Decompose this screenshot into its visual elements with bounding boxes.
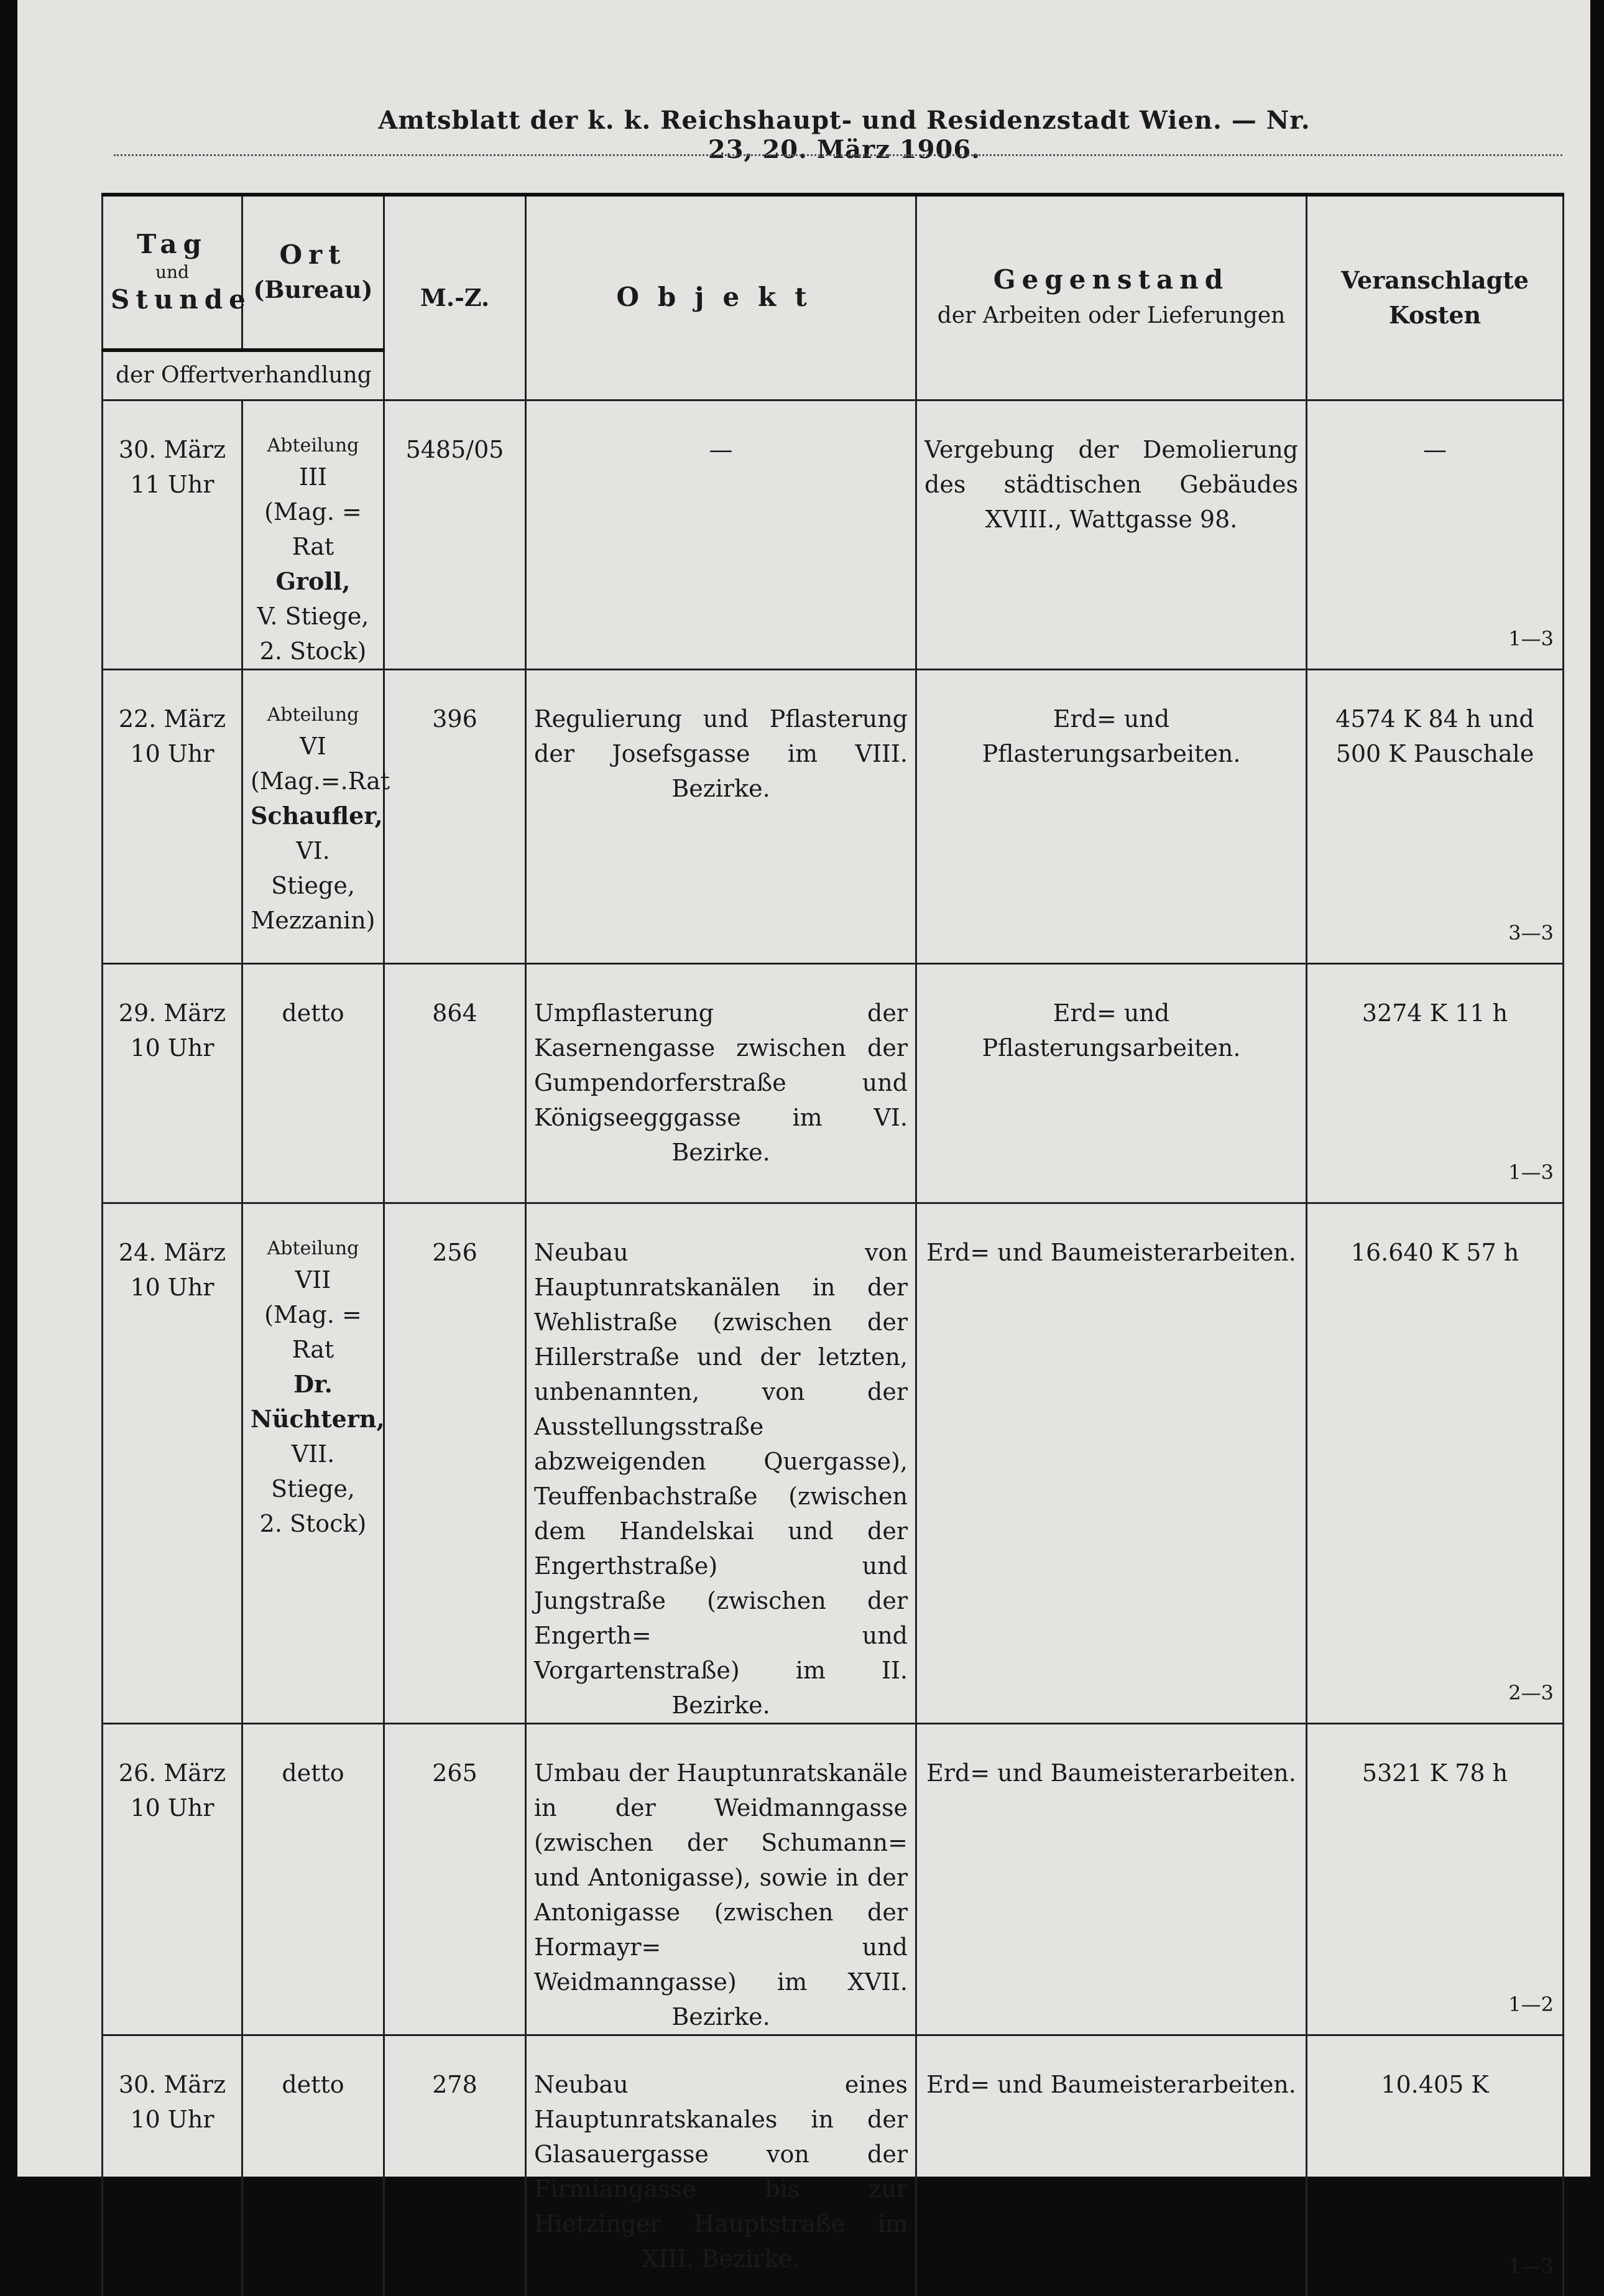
row-cost: 5321 K 78 h (1362, 1759, 1508, 1787)
page (17, 0, 1590, 2278)
row-date: 30. März (118, 2070, 226, 2098)
table-row (103, 2035, 1564, 2296)
cell-place (242, 1723, 384, 2035)
row-date: 26. März (118, 1759, 226, 1787)
col-object-header (526, 195, 916, 400)
place-line: VII (295, 1266, 331, 1294)
row-fraction: 1—3 (1508, 626, 1554, 650)
cell-date (103, 2035, 242, 2296)
cell-date (103, 963, 242, 1203)
col-cost-bottom: Kosten (1388, 300, 1482, 329)
col-date-top: Tag (137, 229, 208, 259)
cell-place (242, 400, 384, 669)
col-cost-top: Veranschlagte (1341, 266, 1529, 294)
col-place-bottom: (Bureau) (253, 275, 373, 303)
place-line: III (298, 463, 328, 491)
col-place-top: Ort (279, 239, 347, 270)
cell-number: 265 (384, 1723, 526, 2035)
place-line: Mezzanin) (251, 906, 376, 934)
row-fraction: 1—3 (1508, 1160, 1554, 1184)
cell-place (242, 1203, 384, 1723)
col-date-footer: der Offertverhandlung (103, 350, 384, 400)
col-date-und: und (155, 262, 189, 282)
cell-subject: Vergebung der Demolierung des städtischen Gebäudes XVIII., Wattgasse 98. (916, 400, 1307, 669)
cell-place (242, 963, 384, 1203)
col-subject-top: Gegenstand (993, 264, 1230, 295)
cell-number: 396 (384, 669, 526, 963)
cell-date (103, 1723, 242, 2035)
place-line: Dr. (293, 1369, 333, 1398)
cell-subject: Erd= und Baumeisterarbeiten. (916, 1723, 1307, 2035)
cell-object: — (526, 400, 916, 669)
table-header-row (103, 195, 1564, 350)
place-line: VI (300, 732, 326, 760)
cell-place (242, 2035, 384, 2296)
place-line: Nüchtern, (251, 1404, 385, 1433)
table-row (103, 400, 1564, 669)
cell-subject: Erd= und Pflasterungsarbeiten. (916, 669, 1307, 963)
row-date: 29. März (118, 999, 226, 1027)
place-line: (Mag. = Rat (264, 498, 362, 560)
col-number-header (384, 195, 526, 400)
cell-cost (1307, 400, 1564, 669)
cell-object: Neubau eines Hauptunratskanales in der Glasauergasse von der Firmiangasse bis zur Hietzinger Hauptstraße im XIII. Bezirke. (526, 2035, 916, 2296)
row-date: 22. März (118, 705, 226, 733)
place-line: VI. Stiege, (271, 836, 355, 899)
row-date: 24. März (118, 1238, 226, 1266)
cell-cost (1307, 1723, 1564, 2035)
cell-place (242, 669, 390, 963)
cell-number: 864 (384, 963, 526, 1203)
place-line: 2. Stock) (259, 637, 367, 665)
cell-subject: Erd= und Baumeisterarbeiten. (916, 2035, 1307, 2296)
cell-object: Regulierung und Pflasterung der Josefsgasse im VIII. Bezirke. (526, 669, 916, 963)
cell-date (103, 669, 242, 963)
col-place-header (242, 195, 384, 350)
table-row (103, 669, 1564, 963)
cell-date (103, 1203, 242, 1723)
col-date-bottom: Stunde (111, 284, 252, 315)
place-line: Abteilung (267, 1237, 359, 1259)
row-time: 10 Uhr (130, 1034, 214, 1062)
cell-number: 256 (384, 1203, 526, 1723)
row-time: 10 Uhr (130, 1794, 214, 1822)
cell-number: 278 (384, 2035, 526, 2296)
cell-cost (1307, 1203, 1564, 1723)
place-line: detto (282, 1759, 344, 1787)
row-time: 10 Uhr (130, 739, 214, 767)
place-line: detto (282, 2070, 344, 2098)
col-date-header (103, 195, 252, 350)
row-cost: 3274 K 11 h (1362, 999, 1508, 1027)
table-row (103, 963, 1564, 1203)
table-row (103, 1723, 1564, 2035)
place-line: Groll, (275, 567, 351, 595)
row-time: 10 Uhr (130, 2105, 214, 2133)
place-line: detto (282, 999, 344, 1027)
col-subject-header (916, 195, 1307, 400)
cell-object: Umbau der Hauptunratskanäle in der Weidmanngasse (zwischen der Schumann= und Antonigasse), sowie in der Antonigasse (zwischen der Hormayr= und Weidmanngasse) im XVII. Bezirke. (526, 1723, 916, 2035)
cell-date (103, 400, 242, 669)
row-time: 10 Uhr (130, 1273, 214, 1301)
table-row (103, 1203, 1564, 1723)
row-date: 30. März (118, 435, 226, 463)
row-fraction: 2—3 (1508, 1680, 1554, 1705)
row-cost: — (1423, 435, 1447, 463)
col-object-label: Objekt (616, 282, 826, 313)
cell-cost (1307, 2035, 1564, 2296)
place-line: VII. Stiege, (271, 1440, 355, 1502)
row-fraction: 3—3 (1508, 920, 1554, 945)
row-cost: 4574 K 84 h und 500 K Pauschale (1335, 705, 1534, 767)
cell-cost (1307, 963, 1564, 1203)
place-line: Schaufler, (251, 801, 383, 830)
row-cost: 16.640 K 57 h (1350, 1238, 1519, 1266)
row-time: 11 Uhr (130, 470, 214, 498)
cell-object: Neubau von Hauptunratskanälen in der Wehlistraße (zwischen der Hillerstraße und der letzten, unbenannten, von der Ausstellungsstraße abzweigenden Quergasse), Teuffenbachstraße (zwischen dem Handelskai und der Engerthstraße) und Jungstraße (zwischen der Engerth= und Vorgartenstraße) im II. Bezirke. (526, 1203, 916, 1723)
place-line: Abteilung (267, 434, 359, 456)
cell-subject: Erd= und Pflasterungsarbeiten. (916, 963, 1307, 1203)
row-fraction: 1—2 (1508, 1992, 1554, 2016)
place-line: V. Stiege, (257, 602, 369, 630)
place-line: 2. Stock) (259, 1509, 367, 1537)
row-cost: 10.405 K (1381, 2070, 1489, 2098)
col-cost-header (1307, 195, 1564, 400)
col-number-label: M.-Z. (420, 283, 490, 312)
cell-subject: Erd= und Baumeisterarbeiten. (916, 1203, 1307, 1723)
cell-object: Umpflasterung der Kasernengasse zwischen der Gumpendorferstraße und Königseegggasse im VI. Bezirke. (526, 963, 916, 1203)
tender-table (101, 193, 1564, 2296)
col-subject-bottom: der Arbeiten oder Lieferungen (937, 302, 1286, 328)
header-rule (114, 144, 1562, 156)
cell-number: 5485/05 (384, 400, 526, 669)
place-line: (Mag.=.Rat (251, 767, 390, 795)
place-line: Abteilung (267, 703, 359, 726)
page-header: Amtsblatt der k. k. Reichshaupt- und Residenzstadt Wien. — Nr. 23, 20. März 1906. (378, 106, 1311, 164)
place-line: (Mag. = Rat (264, 1300, 362, 1363)
row-fraction: 1—3 (1508, 2254, 1554, 2278)
cell-cost (1307, 669, 1564, 963)
